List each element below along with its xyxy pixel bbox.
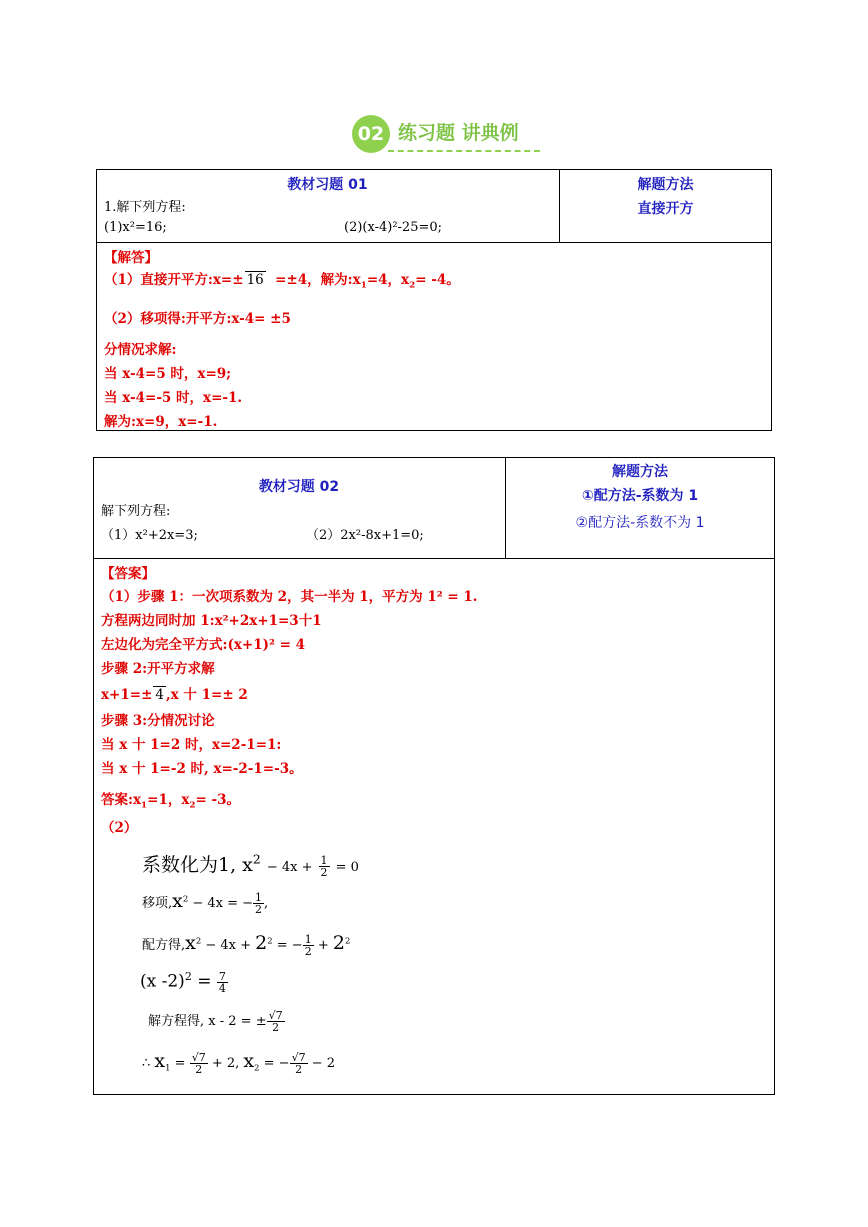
box-01-question: 1.解下列方程: — [104, 200, 186, 215]
s9-sub-1: 1 — [141, 800, 148, 811]
s9-text-b: =1，x — [147, 792, 190, 808]
box-02-question: 解下列方程: — [101, 504, 171, 519]
box-01-answer-line-6: 解为:x=9，x=-1. — [104, 414, 218, 430]
ans1-text-a: （1）直接开平方:x=± — [104, 272, 244, 288]
s5-text-b: ,x 十 1=± 2 — [165, 687, 248, 703]
box-02-part-2-label: （2） — [101, 820, 138, 836]
m2-label: 移项, — [142, 896, 173, 911]
derivation-line-3: 配方得$,x^2 - 4x + 2^2$ = − $\frac{1}{2}$ + $2^2$ — [142, 932, 351, 958]
section-title-underline — [388, 150, 540, 152]
box-01-answer-line-4: 当 x-4=5 时，x=9; — [104, 366, 232, 382]
box-02-method-title: 解题方法 — [612, 464, 668, 480]
box-02-method-2: ②配方法-系数不为 1 — [575, 515, 705, 531]
box-01-answer-line-2: （2）移项得:开平方:x-4= ±5 — [104, 311, 291, 327]
s9-text-c: = -3。 — [195, 792, 241, 808]
box-02-title: 教材习题 02 — [258, 479, 340, 495]
m1-label: 系数化为1, — [142, 854, 237, 876]
box-02-step-2: 步骤 2:开平方求解 — [101, 661, 215, 677]
m5-label: 解方程得, — [148, 1014, 205, 1029]
ans1-text-c: =4，x — [366, 272, 410, 288]
s5-sqrt: 4 — [155, 687, 164, 703]
s9-sub-2: 2 — [189, 800, 196, 811]
box-01-answer-tag: 【解答】 — [104, 250, 158, 266]
box-02-method-1: ①配方法-系数为 1 — [581, 488, 699, 504]
m6-label: ∴ — [142, 1056, 151, 1071]
section-number-badge: 02 — [352, 115, 390, 153]
box-02-answer-tag: 【答案】 — [101, 566, 155, 582]
box-01-part-1: (1)x²=16; — [104, 220, 167, 235]
ans1-sqrt: 16 — [246, 272, 264, 288]
section-title: 练习题 讲典例 — [398, 122, 519, 144]
frac-1-2: $\frac{1}{2}$ — [320, 853, 328, 879]
box-01-method: 直接开方 — [637, 201, 694, 217]
box-02-step-1: （1）步骤 1：一次项系数为 2，其一半为 1，平方为 1² = 1. — [101, 589, 478, 605]
box-01-answer-line-5: 当 x-4=-5 时，x=-1. — [104, 390, 243, 406]
box-02-row-divider — [93, 558, 775, 559]
box-02-part-2: （2）2x²-8x+1=0; — [306, 528, 424, 543]
derivation-line-5: 解方程得, x - 2 = ± $\frac{√7}{2}$ — [148, 1009, 283, 1034]
box-01-title: 教材习题 01 — [287, 177, 368, 193]
s9-text-a: 答案:x — [101, 792, 142, 808]
ans1-sub-2: 2 — [409, 280, 416, 291]
m3-label: 配方得, — [142, 938, 186, 953]
derivation-line-2: 移项$,x^2 - 4x$ = − $\frac{1}{2}$ , — [142, 890, 269, 916]
box-01-part-2: (2)(x-4)²-25=0; — [344, 220, 443, 235]
box-01-row-divider — [96, 242, 772, 243]
box-02-step-2b — [101, 683, 248, 703]
box-01-answer-line-1 — [104, 268, 460, 291]
s5-text-a: x+1=± — [101, 687, 153, 703]
box-02-answer-1 — [101, 788, 240, 811]
box-02-step-1b: 方程两边同时加 1:x²+2x+1=3十1 — [101, 613, 322, 629]
box-01-method-title: 解题方法 — [637, 177, 694, 193]
box-02-step-3c: 当 x 十 1=-2 时, x=-2-1=-3。 — [101, 761, 303, 777]
box-02-step-1c: 左边化为完全平方式:(x+1)² = 4 — [101, 637, 306, 653]
box-01-answer-line-3: 分情况求解: — [104, 342, 177, 358]
box-02-part-1: （1）x²+2x=3; — [101, 528, 198, 543]
box-02-step-3b: 当 x 十 1=2 时，x=2-1=1: — [101, 737, 282, 753]
derivation-line-4: (x -2)$^2$ = $\frac{7}{4}$ — [140, 969, 226, 995]
derivation-line-1: 系数化为1, $x^2 - 4x$ + $\frac{1}{2}$ = 0 — [142, 852, 359, 879]
derivation-line-6: ∴ $x_1$ = $\frac{√7}{2}$ + 2, $x_2$ = − $\frac{√7}{2}$ − 2 — [142, 1050, 336, 1076]
ans1-text-b: =±4，解为:x — [275, 272, 361, 288]
ans1-sub-1: 1 — [360, 280, 367, 291]
box-02-step-3: 步骤 3:分情况讨论 — [101, 713, 215, 729]
ans1-text-d: = -4。 — [415, 272, 460, 288]
